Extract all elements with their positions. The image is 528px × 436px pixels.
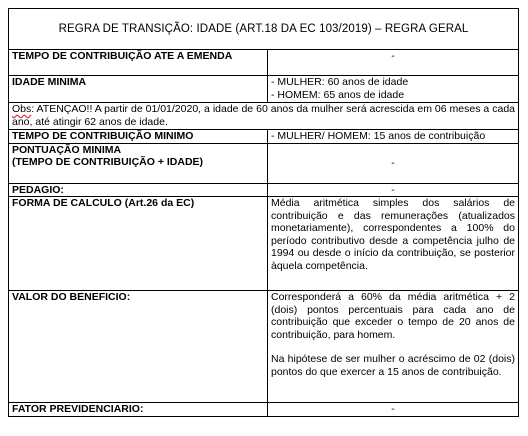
row-tempo-contribuicao-minimo [9,130,519,144]
label-valor-beneficio: VALOR DO BENEFICIO: [9,291,268,403]
row-forma-calculo [9,197,519,291]
label-idade-minima: IDADE MINIMA [9,76,268,103]
label-tempo-contribuicao-minimo: TEMPO DE CONTRIBUIÇÃO MINIMO [9,130,268,144]
label-tempo-contribuicao-emenda: TEMPO DE CONTRIBUIÇÃO ATE A EMENDA [9,50,268,76]
row-pontuacao-minima [9,143,519,183]
row-idade-minima [9,76,519,103]
value-pedagio: - [268,183,519,197]
value-valor-beneficio [268,291,519,403]
value-fator-previdenciario: - [268,403,519,417]
row-pedagio [9,183,519,197]
row-valor-beneficio [9,291,519,403]
obs-note [9,103,519,130]
idade-minima-homem: - HOMEM: 65 anos de idade [271,88,405,101]
label-forma-calculo: FORMA DE CALCULO (Art.26 da EC) [9,197,268,291]
value-idade-minima [268,76,519,103]
pontuacao-minima-line1: PONTUAÇÃO MINIMA [12,143,122,156]
value-tempo-contribuicao-minimo: - MULHER/ HOMEM: 15 anos de contribuição [268,130,519,144]
transition-rule-table [8,8,519,417]
value-tempo-contribuicao-emenda: - [268,50,519,76]
row-obs [9,103,519,130]
paragraph-spacer [271,341,515,353]
table-title: REGRA DE TRANSIÇÃO: IDADE (ART.18 DA EC 103/2019) – REGRA GERAL [9,9,519,50]
valor-beneficio-paragraph-1: Corresponderá a 60% da média aritmética + 2 (dois) pontos percentuais para cada ano de contribuição que exceder o tempo de 20 anos de contribuição, para homem. [271,291,515,341]
row-fator-previdenciario [9,403,519,417]
label-fator-previdenciario: FATOR PREVIDENCIARIO: [9,403,268,417]
obs-prefix: Obs [12,103,32,115]
valor-beneficio-paragraph-2: Na hipótese de ser mulher o acréscimo de 02 (dois) pontos do que exercer a 15 anos de contribuição. [271,353,515,378]
pontuacao-minima-line2: (TEMPO DE CONTRIBUIÇÃO + IDADE) [12,156,204,168]
table-header-row [9,9,519,50]
row-tempo-contribuicao-emenda [9,50,519,76]
idade-minima-mulher: - MULHER: 60 anos de idade [271,76,409,88]
label-pontuacao-minima [9,143,268,183]
obs-text: : ATENÇAO!! A partir de 01/01/2020, a idade de 60 anos da mulher será acrescida em 06 meses a cada ano, até atingir 62 anos de idade. [12,103,515,128]
label-pedagio: PEDAGIO: [9,183,268,197]
value-pontuacao-minima: - [268,143,519,183]
value-forma-calculo: Média aritmética simples dos salários de contribuição e das remunerações (atualizados monetariamente), correspondentes a 100% do período contributivo desde a competência julho de 1994 ou desde o início da contribuição, se posterior àquela competência. [268,197,519,291]
